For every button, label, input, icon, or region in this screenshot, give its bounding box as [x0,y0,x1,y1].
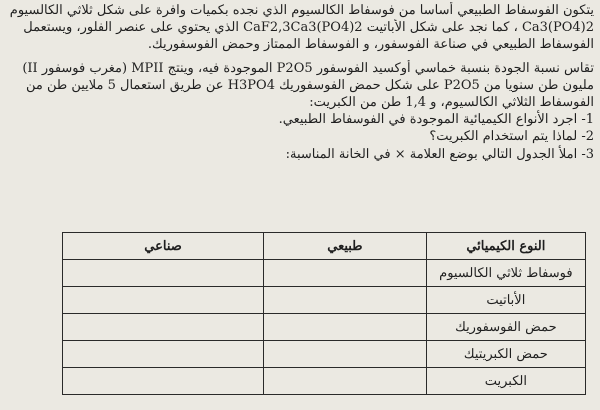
question-1: 1- اجرد الأنواع الكيميائية الموجودة في الفوسفاط الطبيعي. [278,112,594,128]
table-row [63,368,586,395]
header-natural: طبيعي [264,233,427,260]
text-line: الفوسفاط الثلاثي الكالسيوم، و 1,4 طن من الكبريت: [309,95,594,111]
industrial-cell[interactable] [63,260,264,287]
question-2: 2- لماذا يتم استخدام الكبريت؟ [429,129,594,145]
text-line: مليون طن سنويا من P2O5 على شكل حمض الفوسفوريك H3PO4 عن طريق استعمال 5 ملايين طن من [25,77,594,93]
row-label: الأباتيت [426,287,585,314]
natural-cell[interactable] [264,368,427,395]
paragraph-quality [4,60,594,112]
row-label: فوسفاط ثلاثي الكالسيوم [426,260,585,287]
table-row [63,260,586,287]
row-label: الكبريت [426,368,585,395]
natural-cell[interactable] [264,260,427,287]
industrial-cell[interactable] [63,368,264,395]
industrial-cell[interactable] [63,341,264,368]
table-header-row [63,233,586,260]
text-line: تقاس نسبة الجودة بنسبة خماسي أوكسيد الفوسفور P2O5 الموجودة فيه، وينتج MPII (مغرب فوسفور II) [22,60,594,76]
chemical-species-table [62,232,586,395]
natural-cell[interactable] [264,287,427,314]
row-label: حمض الفوسفوريك [426,314,585,341]
paragraph-intro [4,2,594,54]
natural-cell[interactable] [264,314,427,341]
natural-cell[interactable] [264,341,427,368]
question-3: 3- املأ الجدول التالي بوضع العلامة × في الخانة المناسبة: [285,146,594,162]
table-row [63,314,586,341]
row-label: حمض الكبريتيك [426,341,585,368]
industrial-cell[interactable] [63,287,264,314]
text-line: يتكون الفوسفاط الطبيعي أساسا من فوسفاط الكالسيوم الذي نجده بكميات وافرة على شكل ثلاثي الكالسيوم [9,3,594,18]
table-row [63,287,586,314]
exercise-text [4,2,594,163]
header-industrial: صناعي [63,233,264,260]
header-chemical-type: النوع الكيميائي [426,233,585,260]
industrial-cell[interactable] [63,314,264,341]
text-line: الفوسفاط الطبيعي في صناعة الفوسفور، و الفوسفاط الممتاز وحمض الفوسفوريك. [147,37,594,53]
table-row [63,341,586,368]
text-line: Ca3(PO4)2 ، كما نجد على شكل الأباتيت CaF2,3Ca3(PO4)2 الذي يحتوي على عنصر الفلور، ويستعمل [23,20,594,36]
